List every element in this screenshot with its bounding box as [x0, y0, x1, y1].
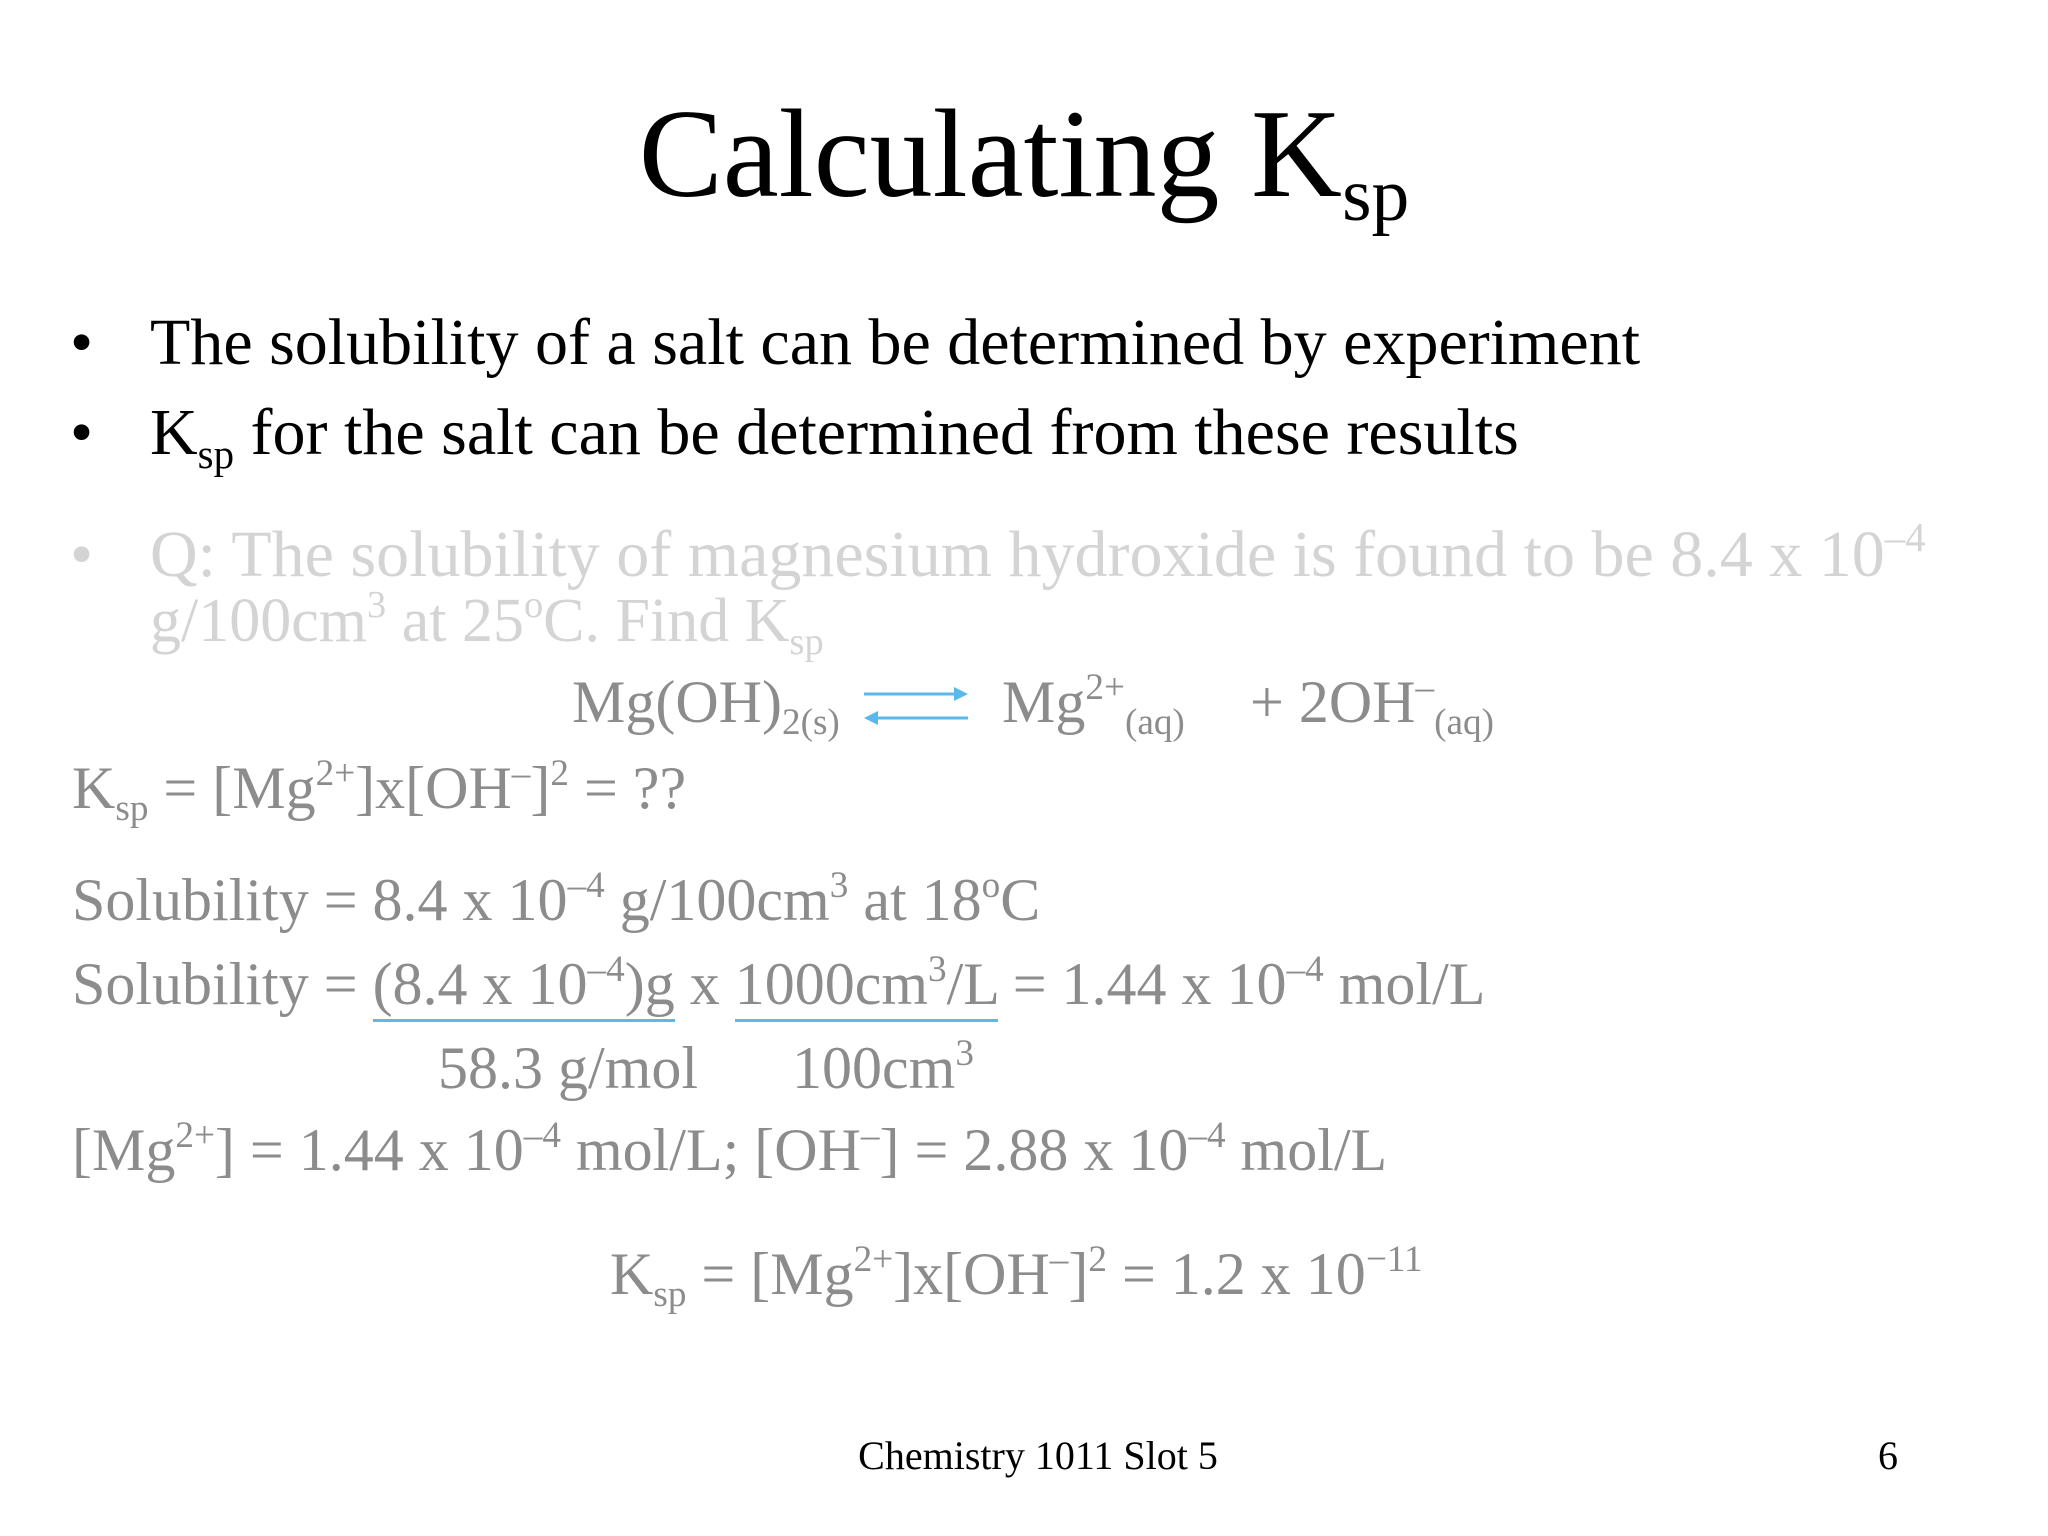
solubility-line-2: Solubility = (8.4 x $10^{-4})g$ x $1000cm^3/L = 1.44$ x $10^{-4}$ mol/L: [72, 954, 1485, 1014]
reaction-product-oh: + $2OH^-_{(aq)}$: [1250, 666, 1494, 744]
bullet-text: The solubility of a salt can be determined by experiment: [150, 306, 1641, 379]
footer-course: Chemistry 1011 Slot 5: [858, 1433, 1218, 1478]
bullet-dot: •: [70, 306, 94, 379]
ksp-expression: $K_{sp} = [Mg^{2+}]x[OH^-]^2$ = ??: [72, 752, 687, 830]
reaction-product-mg: $Mg^{2+}_{(aq)}$: [1002, 666, 1185, 744]
question-line-1: Q: The solubility of magnesium hydroxide is found to be 8.4 x $10^{-4}$: [150, 514, 1926, 591]
reaction-reactant: $Mg(OH)_{2(s)}$: [572, 669, 840, 744]
denominator-molar-mass: 58.3 g/mol: [438, 1035, 699, 1101]
bullet-dot: •: [70, 518, 94, 591]
ksp-result: $K_{sp} = [Mg^{2+}]x[OH^-]^2 = 1.2$ x $10^{-11}$: [610, 1238, 1423, 1316]
equilibrium-arrows-icon: [860, 680, 972, 730]
page-number: 6: [1878, 1433, 1898, 1478]
bullet-text: $K_{sp}$ for the salt can be determined from these results: [150, 396, 1519, 477]
slide-title: Calculating $K_{sp}$: [638, 85, 1410, 238]
denominator-volume: $100cm^3$: [792, 1032, 974, 1101]
bullet-dot: •: [70, 396, 94, 469]
ion-concentrations: $[Mg^{2+}] = 1.44$ x $10^{-4}$ mol/L; [OH–] = 2.88 x $10^{-4}$ mol/L: [72, 1114, 1388, 1183]
solubility-line-1: Solubility = 8.4 x $10^{-4}$ $g/100cm^3$ at 18$^o$C: [72, 864, 1041, 933]
numerator-volume: $1000cm^3/L$: [735, 951, 998, 1022]
question-line-2: $g/100cm^3$ at 25$^o$C. Find $K_{sp}$: [150, 584, 824, 663]
numerator-mass: (8.4 x $10^{-4})g$: [373, 951, 675, 1022]
